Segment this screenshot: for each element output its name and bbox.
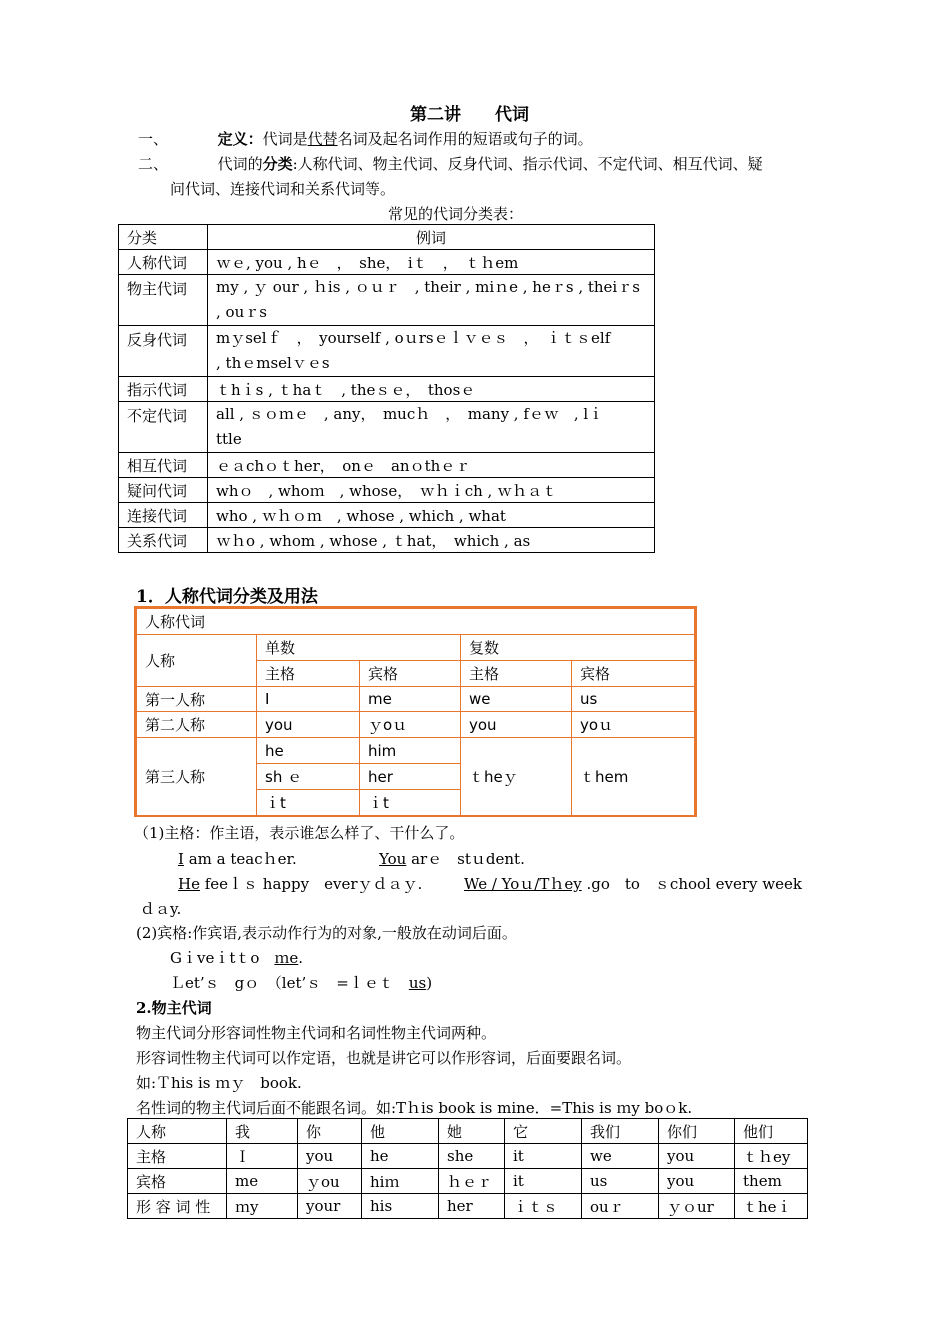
pronoun-classification-table bbox=[118, 224, 655, 553]
example-2b bbox=[464, 873, 802, 894]
pp-cell: him bbox=[360, 738, 461, 764]
example-text: ) bbox=[426, 974, 433, 992]
example-underlined: We / Yoｕ/Tｈey bbox=[464, 875, 582, 893]
poss-cell: he bbox=[362, 1144, 439, 1169]
pp-cell: ｉt bbox=[360, 790, 461, 816]
example-text: Ｌet’ｓ gｏ （let’ｓ =ｌｅｔ bbox=[170, 974, 409, 992]
pp-cell: ｙoｕ bbox=[360, 712, 461, 738]
poss-header: 它 bbox=[505, 1119, 582, 1144]
section2-line3: 如:Ｔhis is ｍｙ book. bbox=[136, 1074, 302, 1092]
t1-row-label: 不定代词 bbox=[119, 402, 208, 453]
poss-header: 人称 bbox=[128, 1119, 227, 1144]
t1-header-category: 分类 bbox=[119, 225, 208, 250]
poss-cell: you bbox=[298, 1144, 362, 1169]
example-text: feeｌｓ happy everｙｄａｙ. bbox=[199, 875, 423, 893]
subject-case-note: （1)主格：作主语，表示谁怎么样了、干什么了。 bbox=[134, 824, 465, 842]
poss-cell: 主格 bbox=[128, 1144, 227, 1169]
t1-row-examples: ｗｈo , whom , whose , ｔhat， which , as bbox=[208, 528, 655, 553]
section2-line2: 形容词性物主代词可以作定语，也就是讲它可以作形容词，后面要跟名词。 bbox=[136, 1049, 632, 1067]
t1-row-examples: ｅａchｏｔher， onｅ anｏthｅｒ bbox=[208, 453, 655, 478]
def-text-a: 代词是 bbox=[262, 130, 308, 148]
example-text: .go to ｓchool every week bbox=[581, 875, 802, 893]
poss-cell: ｔｈey bbox=[735, 1144, 808, 1169]
poss-cell: hiｍ bbox=[362, 1169, 439, 1194]
cls-number: 二、 bbox=[138, 155, 169, 173]
poss-cell: ｉｔｓ bbox=[505, 1194, 582, 1219]
poss-header: 你 bbox=[298, 1119, 362, 1144]
poss-cell: me bbox=[227, 1169, 298, 1194]
poss-cell: it bbox=[505, 1144, 582, 1169]
pp-cell: ｉt bbox=[257, 790, 360, 816]
poss-header: 你们 bbox=[659, 1119, 735, 1144]
poss-cell: it bbox=[505, 1169, 582, 1194]
pp-subj-header: 主格 bbox=[257, 661, 360, 687]
poss-cell: we bbox=[582, 1144, 659, 1169]
example-underlined: I bbox=[178, 850, 184, 868]
poss-cell: Ｉ bbox=[227, 1144, 298, 1169]
poss-cell: ouｒ bbox=[582, 1194, 659, 1219]
example-text: am a teacｈer. bbox=[183, 850, 297, 868]
poss-cell: you bbox=[659, 1169, 735, 1194]
example-underlined: ｍe bbox=[274, 949, 299, 967]
pp-cell: I bbox=[257, 687, 360, 712]
pp-cell: ｔhem bbox=[572, 738, 695, 816]
pp-cell: he bbox=[257, 738, 360, 764]
cls-lead: 代词的 bbox=[217, 155, 263, 173]
example-text: Gｉveｉtｔo bbox=[170, 949, 275, 967]
definition-line bbox=[138, 128, 593, 149]
example-underlined: You bbox=[379, 850, 407, 868]
cls-label: 分类 bbox=[262, 155, 293, 173]
def-text-underlined: 代替 bbox=[307, 130, 338, 148]
pp-cell: sh ｅ bbox=[257, 764, 360, 790]
example-text: arｅ stｕdent. bbox=[406, 850, 525, 868]
pp-table-title: 人称代词 bbox=[137, 609, 695, 635]
poss-cell: she bbox=[439, 1144, 505, 1169]
t1-row-examples bbox=[208, 402, 655, 453]
example-underlined: us bbox=[408, 974, 427, 992]
pp-obj-header: 宾格 bbox=[360, 661, 461, 687]
poss-cell: ｈｅｒ bbox=[439, 1169, 505, 1194]
pp-third-person: 第三人称 bbox=[137, 738, 257, 816]
poss-header: 她 bbox=[439, 1119, 505, 1144]
object-case-note: (2)宾格:作宾语,表示动作行为的对象,一般放在动词后面。 bbox=[136, 924, 517, 942]
poss-cell: ｙｏur bbox=[659, 1194, 735, 1219]
t1-row-label: 关系代词 bbox=[119, 528, 208, 553]
t1-row-examples-l2: , ouｒs bbox=[216, 303, 267, 321]
pp-singular-header: 单数 bbox=[257, 635, 461, 661]
t1-row-examples-l2: ttle bbox=[216, 430, 242, 448]
pp-person-header: 人称 bbox=[137, 635, 257, 687]
pp-obj-header: 宾格 bbox=[572, 661, 695, 687]
example-1b bbox=[379, 848, 525, 869]
possessive-pronoun-table bbox=[127, 1118, 808, 1219]
pp-cell: ｔheｙ bbox=[461, 738, 572, 816]
personal-pronoun-table-frame bbox=[134, 606, 697, 817]
t1-row-label: 连接代词 bbox=[119, 503, 208, 528]
poss-header: 他们 bbox=[735, 1119, 808, 1144]
t1-row-examples: ｗｅ, you , hｅ ， she， iｔ ， ｔｈem bbox=[208, 250, 655, 275]
pp-cell: me bbox=[360, 687, 461, 712]
pp-second-person: 第二人称 bbox=[137, 712, 257, 738]
pp-cell: her bbox=[360, 764, 461, 790]
t1-row-examples bbox=[208, 326, 655, 377]
t1-row-examples-l1: my , ｙ our , ｈis , ｏｕｒ , their , miｎe , heｒs , theiｒs bbox=[216, 278, 640, 296]
personal-pronoun-table bbox=[136, 608, 695, 816]
t1-header-examples: 例词 bbox=[208, 225, 655, 250]
poss-cell: ｍy bbox=[227, 1194, 298, 1219]
poss-header: 他 bbox=[362, 1119, 439, 1144]
table1-caption: 常见的代词分类表： bbox=[388, 205, 524, 223]
pp-cell: us bbox=[572, 687, 695, 712]
t1-row-examples: ｔhｉs , ｔhaｔ , theｓｅ， thosｅ bbox=[208, 377, 655, 402]
classification-line bbox=[138, 153, 763, 174]
t1-row-label: 物主代词 bbox=[119, 275, 208, 326]
example-4 bbox=[170, 972, 432, 993]
pp-cell: yoｕ bbox=[572, 712, 695, 738]
pp-cell: we bbox=[461, 687, 572, 712]
poss-cell: ｔheｉ bbox=[735, 1194, 808, 1219]
section2-heading: 2.物主代词 bbox=[136, 999, 212, 1017]
poss-cell: 形 容 词 性 bbox=[128, 1194, 227, 1219]
poss-cell: us bbox=[582, 1169, 659, 1194]
def-number: 一、 bbox=[138, 130, 169, 148]
poss-cell: ｙou bbox=[298, 1169, 362, 1194]
t1-row-examples: who , ｗｈｏｍ , whose , which , what bbox=[208, 503, 655, 528]
poss-header: 我们 bbox=[582, 1119, 659, 1144]
poss-cell: his bbox=[362, 1194, 439, 1219]
t1-row-label: 疑问代词 bbox=[119, 478, 208, 503]
example-underlined: He bbox=[178, 875, 200, 893]
pp-cell: you bbox=[461, 712, 572, 738]
t1-row-examples bbox=[208, 275, 655, 326]
section2-line1: 物主代词分形容词性物主代词和名词性物主代词两种。 bbox=[136, 1024, 497, 1042]
pp-subj-header: 主格 bbox=[461, 661, 572, 687]
pp-cell: you bbox=[257, 712, 360, 738]
t1-row-label: 人称代词 bbox=[119, 250, 208, 275]
classification-line-2: 问代词、连接代词和关系代词等。 bbox=[170, 180, 396, 198]
t1-row-examples-l1: mｙselｆ ， yourself , oｕrsｅｌｖｅｓ ， ｉｔｓelf bbox=[216, 329, 611, 347]
t1-row-label: 反身代词 bbox=[119, 326, 208, 377]
t1-row-label: 相互代词 bbox=[119, 453, 208, 478]
poss-cell: 宾格 bbox=[128, 1169, 227, 1194]
example-text: . bbox=[298, 949, 304, 967]
example-2a bbox=[178, 873, 422, 894]
poss-cell: you bbox=[659, 1144, 735, 1169]
example-3 bbox=[170, 947, 303, 968]
pp-first-person: 第一人称 bbox=[137, 687, 257, 712]
t1-row-examples: whｏ , whoｍ , whose， ｗｈｉch , ｗｈａｔ bbox=[208, 478, 655, 503]
t1-row-examples-l1: all , ｓｏｍｅ , any， mucｈ ， many , fｅｗ , lｉ bbox=[216, 405, 604, 423]
t1-row-label: 指示代词 bbox=[119, 377, 208, 402]
section1-heading: 1．人称代词分类及用法 bbox=[136, 587, 318, 607]
poss-cell: your bbox=[298, 1194, 362, 1219]
section2-line4: 名性词的物主代词后面不能跟名词。如:Tｈis book is mine．=This is ｍy boｏk. bbox=[136, 1099, 693, 1117]
example-2c: ｄａy. bbox=[140, 900, 182, 918]
def-text-b: 名词及起名词作用的短语或句子的词。 bbox=[337, 130, 593, 148]
poss-cell: them bbox=[735, 1169, 808, 1194]
cls-text: :人称代词、物主代词、反身代词、指示代词、不定代词、相互代词、疑 bbox=[292, 155, 763, 173]
poss-cell: her bbox=[439, 1194, 505, 1219]
pp-plural-header: 复数 bbox=[461, 635, 695, 661]
example-1a bbox=[178, 848, 297, 869]
poss-header: 我 bbox=[227, 1119, 298, 1144]
t1-row-examples-l2: , thｅmselｖｅs bbox=[216, 354, 330, 372]
page-title: 第二讲 代词 bbox=[410, 105, 529, 125]
def-label: 定义： bbox=[217, 130, 263, 148]
